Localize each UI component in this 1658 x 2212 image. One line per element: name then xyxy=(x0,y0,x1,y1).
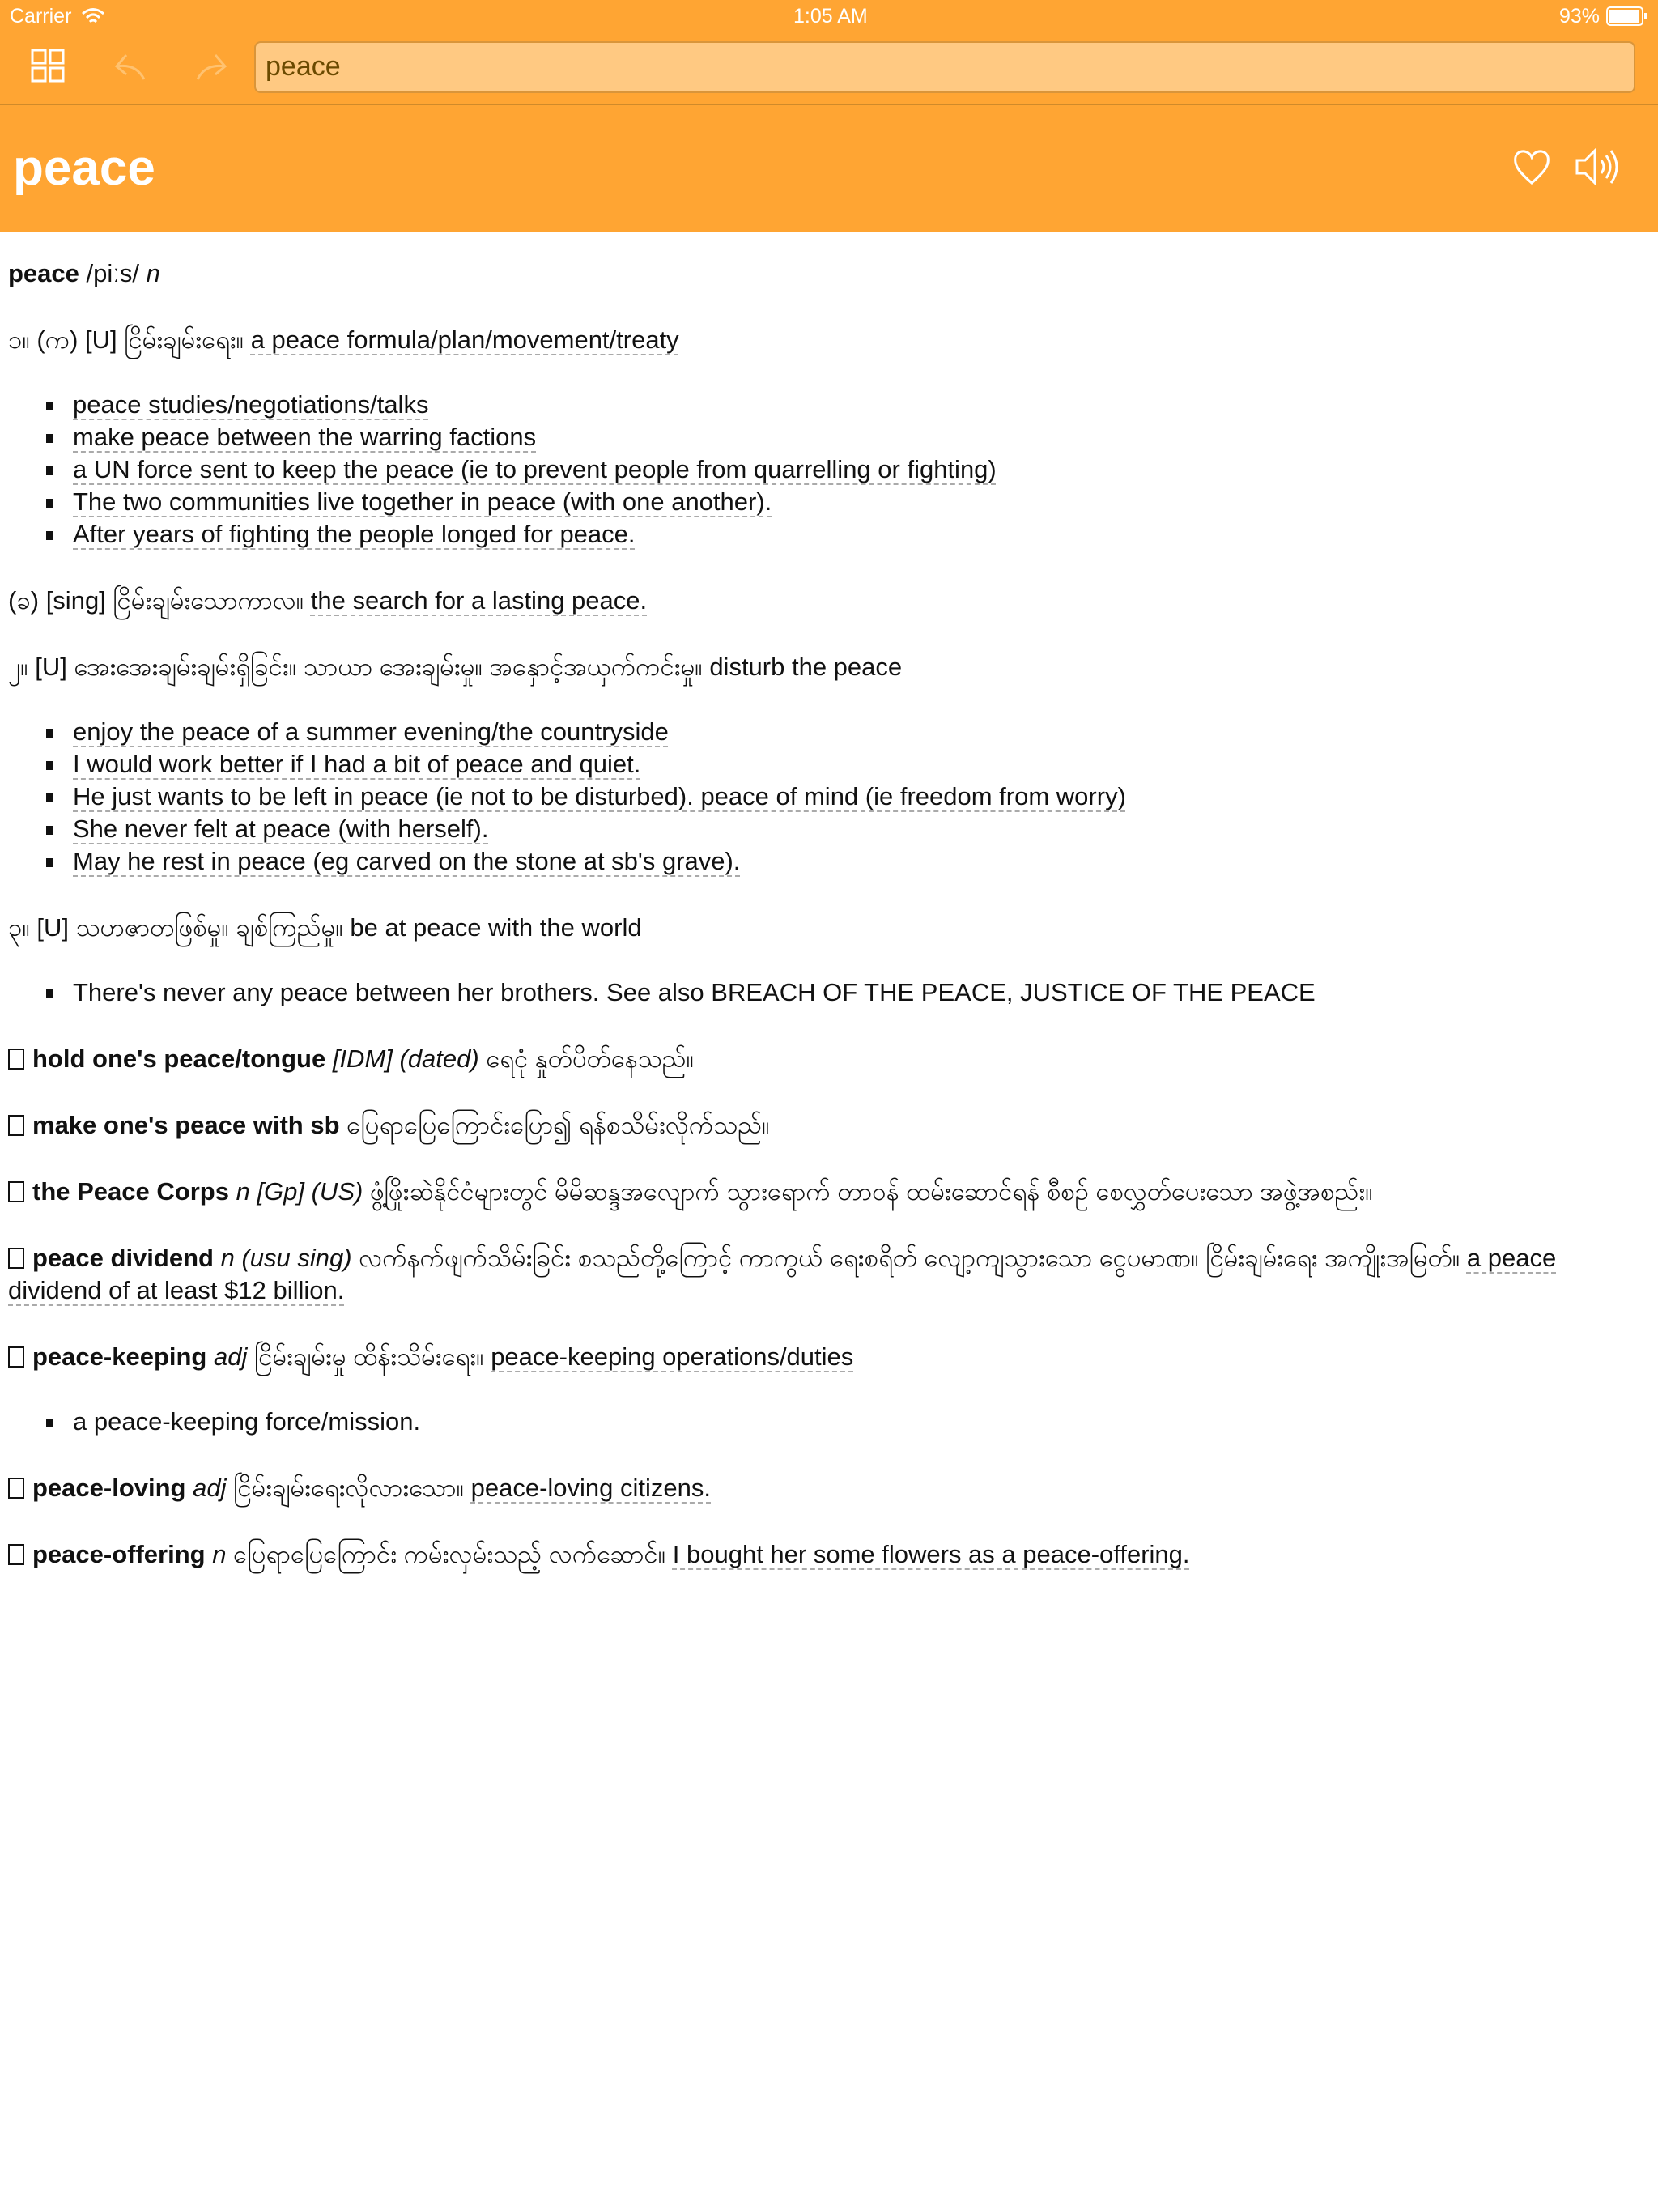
example-text[interactable]: He just wants to be left in peace (ie not to be disturbed). peace of mind (ie freedom from worry) xyxy=(73,782,1126,810)
idiom-grammar: n (usu sing) xyxy=(220,1244,352,1272)
checkbox-icon xyxy=(8,1544,24,1565)
list-item xyxy=(8,976,1643,1009)
list-item xyxy=(8,421,1643,453)
idiom-head: the Peace Corps xyxy=(32,1177,229,1206)
sense-2 xyxy=(8,651,1643,683)
example-text[interactable]: I would work better if I had a bit of peace and quiet. xyxy=(73,750,641,778)
back-arrow-icon[interactable] xyxy=(112,47,151,86)
search-value: peace xyxy=(266,51,341,82)
idiom-definition: ငြိမ်းချမ်းမှု ထိန်းသိမ်းရေး။ xyxy=(254,1342,484,1371)
sense-example[interactable]: disturb the peace xyxy=(709,653,903,681)
idiom-example[interactable]: a peace dividend of at least $12 billion. xyxy=(8,1244,1557,1304)
idiom-head: make one's peace with sb xyxy=(32,1111,340,1139)
sense-example[interactable]: be at peace with the world xyxy=(350,913,642,942)
idiom-item xyxy=(8,1109,1643,1142)
idiom-definition: လက်နက်ဖျက်သိမ်းခြင်း စသည်တို့ကြောင့် ကာကွယ် ရေးစရိတ် လျော့ကျသွားသော ငွေပမာဏ။ ငြိမ်းချမ်းရေး အကျိုးအမြတ်။ xyxy=(359,1244,1460,1272)
sense-example[interactable]: a peace formula/plan/movement/treaty xyxy=(250,325,679,354)
page-title: peace xyxy=(13,140,155,196)
example-text[interactable]: peace studies/negotiations/talks xyxy=(73,390,429,419)
idiom-item xyxy=(8,1176,1643,1208)
idiom-example[interactable]: I bought her some flowers as a peace-offering. xyxy=(672,1540,1190,1568)
toolbar-divider xyxy=(0,104,1658,105)
idiom-item xyxy=(8,1538,1643,1571)
list-item xyxy=(8,389,1643,421)
idiom-grammar: n xyxy=(212,1540,227,1568)
example-text[interactable]: May he rest in peace (eg carved on the stone at sb's grave). xyxy=(73,847,741,875)
idiom-item xyxy=(8,1341,1643,1373)
list-item xyxy=(8,748,1643,781)
example-list xyxy=(8,1406,1643,1438)
sense-label: ၂။ [U] အေးအေးချမ်းချမ်းရှိခြင်း။ သာယာ အေးချမ်းမှု။ အနှောင့်အယှက်ကင်းမှု။ xyxy=(8,653,703,681)
example-text[interactable]: She never felt at peace (with herself). xyxy=(73,815,489,843)
list-item xyxy=(8,845,1643,878)
list-item xyxy=(8,813,1643,845)
sense-label: (ခ) [sing] ငြိမ်းချမ်းသောကာလ။ xyxy=(8,586,304,615)
list-item xyxy=(8,453,1643,486)
headword-line xyxy=(8,257,1643,290)
idiom-definition: ရေငုံ နှုတ်ပိတ်နေသည်။ xyxy=(486,1044,695,1073)
list-item xyxy=(8,1406,1643,1438)
battery-icon xyxy=(1606,6,1648,26)
idiom-item xyxy=(8,1242,1643,1307)
example-text[interactable]: a UN force sent to keep the peace (ie to prevent people from quarrelling or fighting) xyxy=(73,455,997,483)
checkbox-icon xyxy=(8,1478,24,1499)
list-item xyxy=(8,781,1643,813)
app-header xyxy=(0,0,1658,232)
idiom-item xyxy=(8,1043,1643,1075)
idiom-definition: ငြိမ်းချမ်းရေးလိုလားသော။ xyxy=(233,1474,464,1502)
checkbox-icon xyxy=(8,1181,24,1202)
idiom-grammar: adj xyxy=(193,1474,227,1502)
favorite-heart-icon[interactable] xyxy=(1511,146,1553,188)
headword: peace xyxy=(8,259,79,287)
search-input[interactable] xyxy=(254,41,1635,93)
idiom-grammar: adj xyxy=(214,1342,248,1371)
example-text[interactable]: The two communities live together in peace (with one another). xyxy=(73,487,772,516)
example-list xyxy=(8,389,1643,551)
example-text[interactable]: make peace between the warring factions xyxy=(73,423,537,451)
example-text[interactable]: enjoy the peace of a summer evening/the countryside xyxy=(73,717,669,746)
idiom-item xyxy=(8,1472,1643,1504)
sense-3 xyxy=(8,912,1643,944)
idiom-definition: ပြေရာပြေကြောင်းပြော၍ ရန်စသိမ်းလိုက်သည်။ xyxy=(346,1111,770,1139)
sense-1a xyxy=(8,324,1643,356)
example-list xyxy=(8,976,1643,1009)
idiom-grammar: n [Gp] (US) xyxy=(236,1177,363,1206)
list-item xyxy=(8,716,1643,748)
checkbox-icon xyxy=(8,1049,24,1070)
part-of-speech: n xyxy=(146,259,160,287)
forward-arrow-icon[interactable] xyxy=(191,47,230,86)
sense-label: ၃။ [U] သဟဇာတဖြစ်မှု။ ချစ်ကြည်မှု။ xyxy=(8,913,343,942)
dictionary-entry xyxy=(8,257,1643,1605)
clock: 1:05 AM xyxy=(793,5,868,28)
pronunciation: /piːs/ xyxy=(86,259,139,287)
idiom-head: hold one's peace/tongue xyxy=(32,1044,326,1073)
checkbox-icon xyxy=(8,1346,24,1368)
sense-1b xyxy=(8,585,1643,617)
checkbox-icon xyxy=(8,1248,24,1269)
wifi-icon xyxy=(81,6,105,26)
idiom-definition: ပြေရာပြေကြောင်း ကမ်းလှမ်းသည့် လက်ဆောင်။ xyxy=(233,1540,666,1568)
battery-percent: 93% xyxy=(1559,5,1601,28)
idiom-example[interactable]: peace-loving citizens. xyxy=(470,1474,712,1502)
list-item xyxy=(8,518,1643,551)
grid-menu-icon[interactable] xyxy=(29,47,68,86)
example-text[interactable]: There's never any peace between her brothers. See also BREACH OF THE PEACE, JUSTICE OF THE PEACE xyxy=(73,978,1316,1006)
list-item xyxy=(8,486,1643,518)
idiom-example[interactable]: peace-keeping operations/duties xyxy=(491,1342,854,1371)
idiom-definition: ဖွံ့ဖြိုးဆဲနိုင်ငံများတွင် မိမိဆန္ဒအလျောက် သွားရောက် တာဝန် ထမ်းဆောင်ရန် စီစဉ် စေလွှတ်ပေးသော အဖွဲ့အစည်း။ xyxy=(369,1177,1373,1206)
example-list xyxy=(8,716,1643,878)
checkbox-icon xyxy=(8,1115,24,1136)
example-text[interactable]: After years of fighting the people longed for peace. xyxy=(73,520,636,548)
idiom-grammar: [IDM] (dated) xyxy=(332,1044,479,1073)
carrier-label: Carrier xyxy=(10,5,72,28)
idiom-head: peace-keeping xyxy=(32,1342,207,1371)
idiom-head: peace-offering xyxy=(32,1540,206,1568)
sense-label: ၁။ (က) [U] ငြိမ်းချမ်းရေး။ xyxy=(8,325,244,354)
idiom-head: peace-loving xyxy=(32,1474,186,1502)
example-text[interactable]: a peace-keeping force/mission. xyxy=(73,1407,421,1436)
sense-example[interactable]: the search for a lasting peace. xyxy=(310,586,648,615)
speaker-icon[interactable] xyxy=(1574,146,1622,188)
idiom-head: peace dividend xyxy=(32,1244,214,1272)
